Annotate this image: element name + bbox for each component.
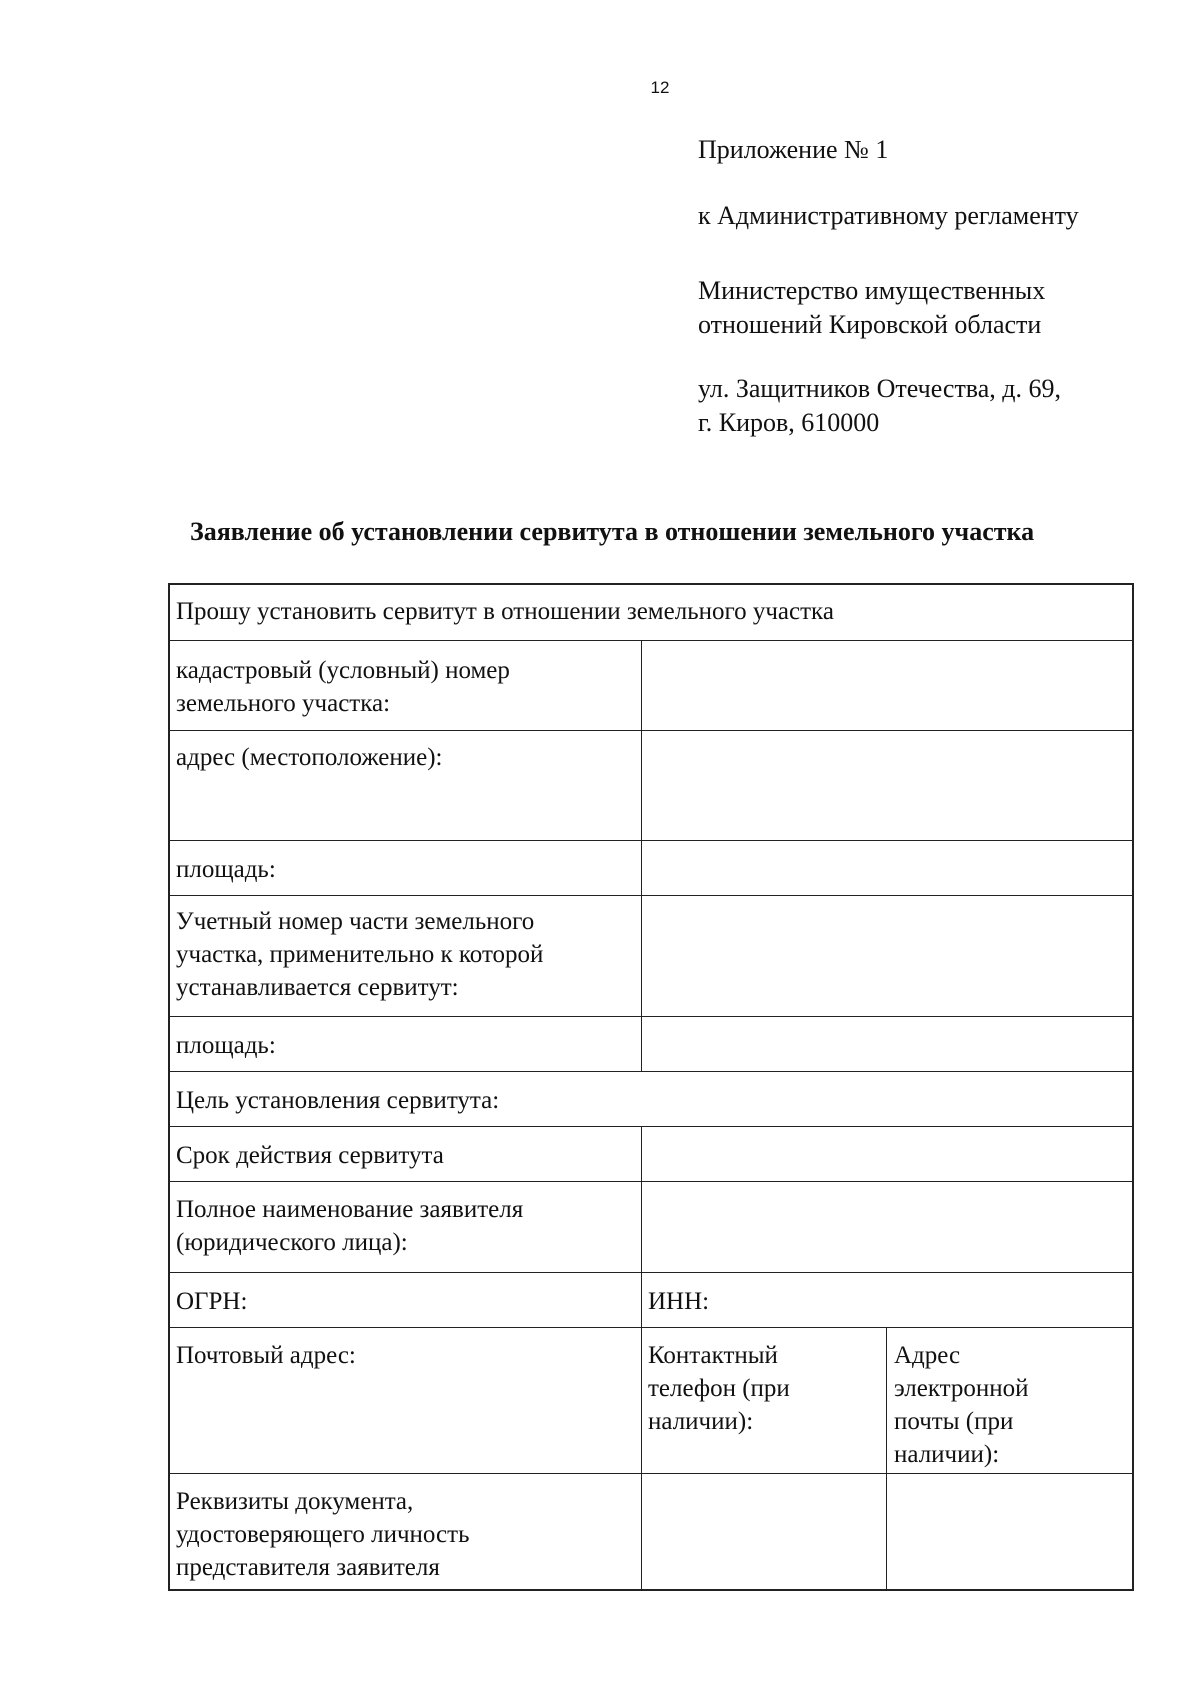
part-line-2: участка, применительно к которой [176,941,544,968]
part-line-3: устанавливается сервитут: [176,974,459,1001]
document-title: Заявление об установлении сервитута в отношении земельного участка [190,517,1035,546]
address-line-2: г. Киров, 610000 [698,408,880,437]
application-form-table [168,583,1134,1591]
ministry-line-1: Министерство имущественных [698,276,1046,305]
appendix-text: Приложение № 1 [698,135,889,164]
servitude-term-label: Срок действия сервитута [176,1142,444,1169]
cadastral-number-label [176,654,510,720]
applicant-name-field[interactable] [642,1182,1132,1272]
doc-line-3: представителя заявителя [176,1554,440,1581]
applicant-line-2: (юридического лица): [176,1229,408,1256]
contact-phone-label [648,1339,790,1438]
ministry-line-2: отношений Кировской области [698,310,1042,339]
inn-label: ИНН: [648,1288,710,1315]
postal-address-label: Почтовый адрес: [176,1342,356,1369]
part-line-1: Учетный номер части земельного [176,908,535,935]
cadastral-number-field[interactable] [642,641,1132,730]
appendix-label [698,133,888,167]
part-area-label: площадь: [176,1032,276,1059]
recipient-ministry [698,274,1045,342]
cadastral-line-1: кадастровый (условный) номер [176,657,510,684]
part-number-field[interactable] [642,896,1132,1016]
id-document-field[interactable] [642,1474,886,1591]
ogrn-label: ОГРН: [176,1288,248,1315]
email-line-2: электронной [894,1375,1029,1402]
phone-line-2: телефон (при [648,1375,790,1402]
email-line-3: почты (при [894,1408,1014,1435]
page-number: 12 [650,78,670,97]
servitude-purpose-label: Цель установления сервитута: [176,1087,500,1114]
request-text: Прошу установить сервитут в отношении земельного участка [176,598,834,625]
phone-line-1: Контактный [648,1342,778,1369]
regulation-text: к Административному регламенту [698,201,1079,230]
id-document-label [176,1485,469,1584]
area-label: площадь: [176,856,276,883]
email-label [894,1339,1029,1471]
area-field[interactable] [642,841,1132,895]
part-number-label [176,905,543,1004]
doc-line-1: Реквизиты документа, [176,1488,414,1515]
email-line-4: наличии): [894,1441,1000,1468]
applicant-line-1: Полное наименование заявителя [176,1196,524,1223]
cadastral-line-2: земельного участка: [176,690,391,717]
phone-line-3: наличии): [648,1408,754,1435]
location-address-label: адрес (местоположение): [176,744,443,771]
part-area-field[interactable] [642,1017,1132,1071]
regulation-label [698,199,1079,233]
applicant-name-label [176,1193,523,1259]
id-document-extra-field[interactable] [888,1474,1132,1591]
location-address-field[interactable] [642,731,1132,840]
email-line-1: Адрес [894,1342,961,1369]
servitude-term-field[interactable] [642,1127,1132,1181]
doc-line-2: удостоверяющего личность [176,1521,470,1548]
recipient-address [698,372,1061,440]
address-line-1: ул. Защитников Отечества, д. 69, [698,374,1062,403]
